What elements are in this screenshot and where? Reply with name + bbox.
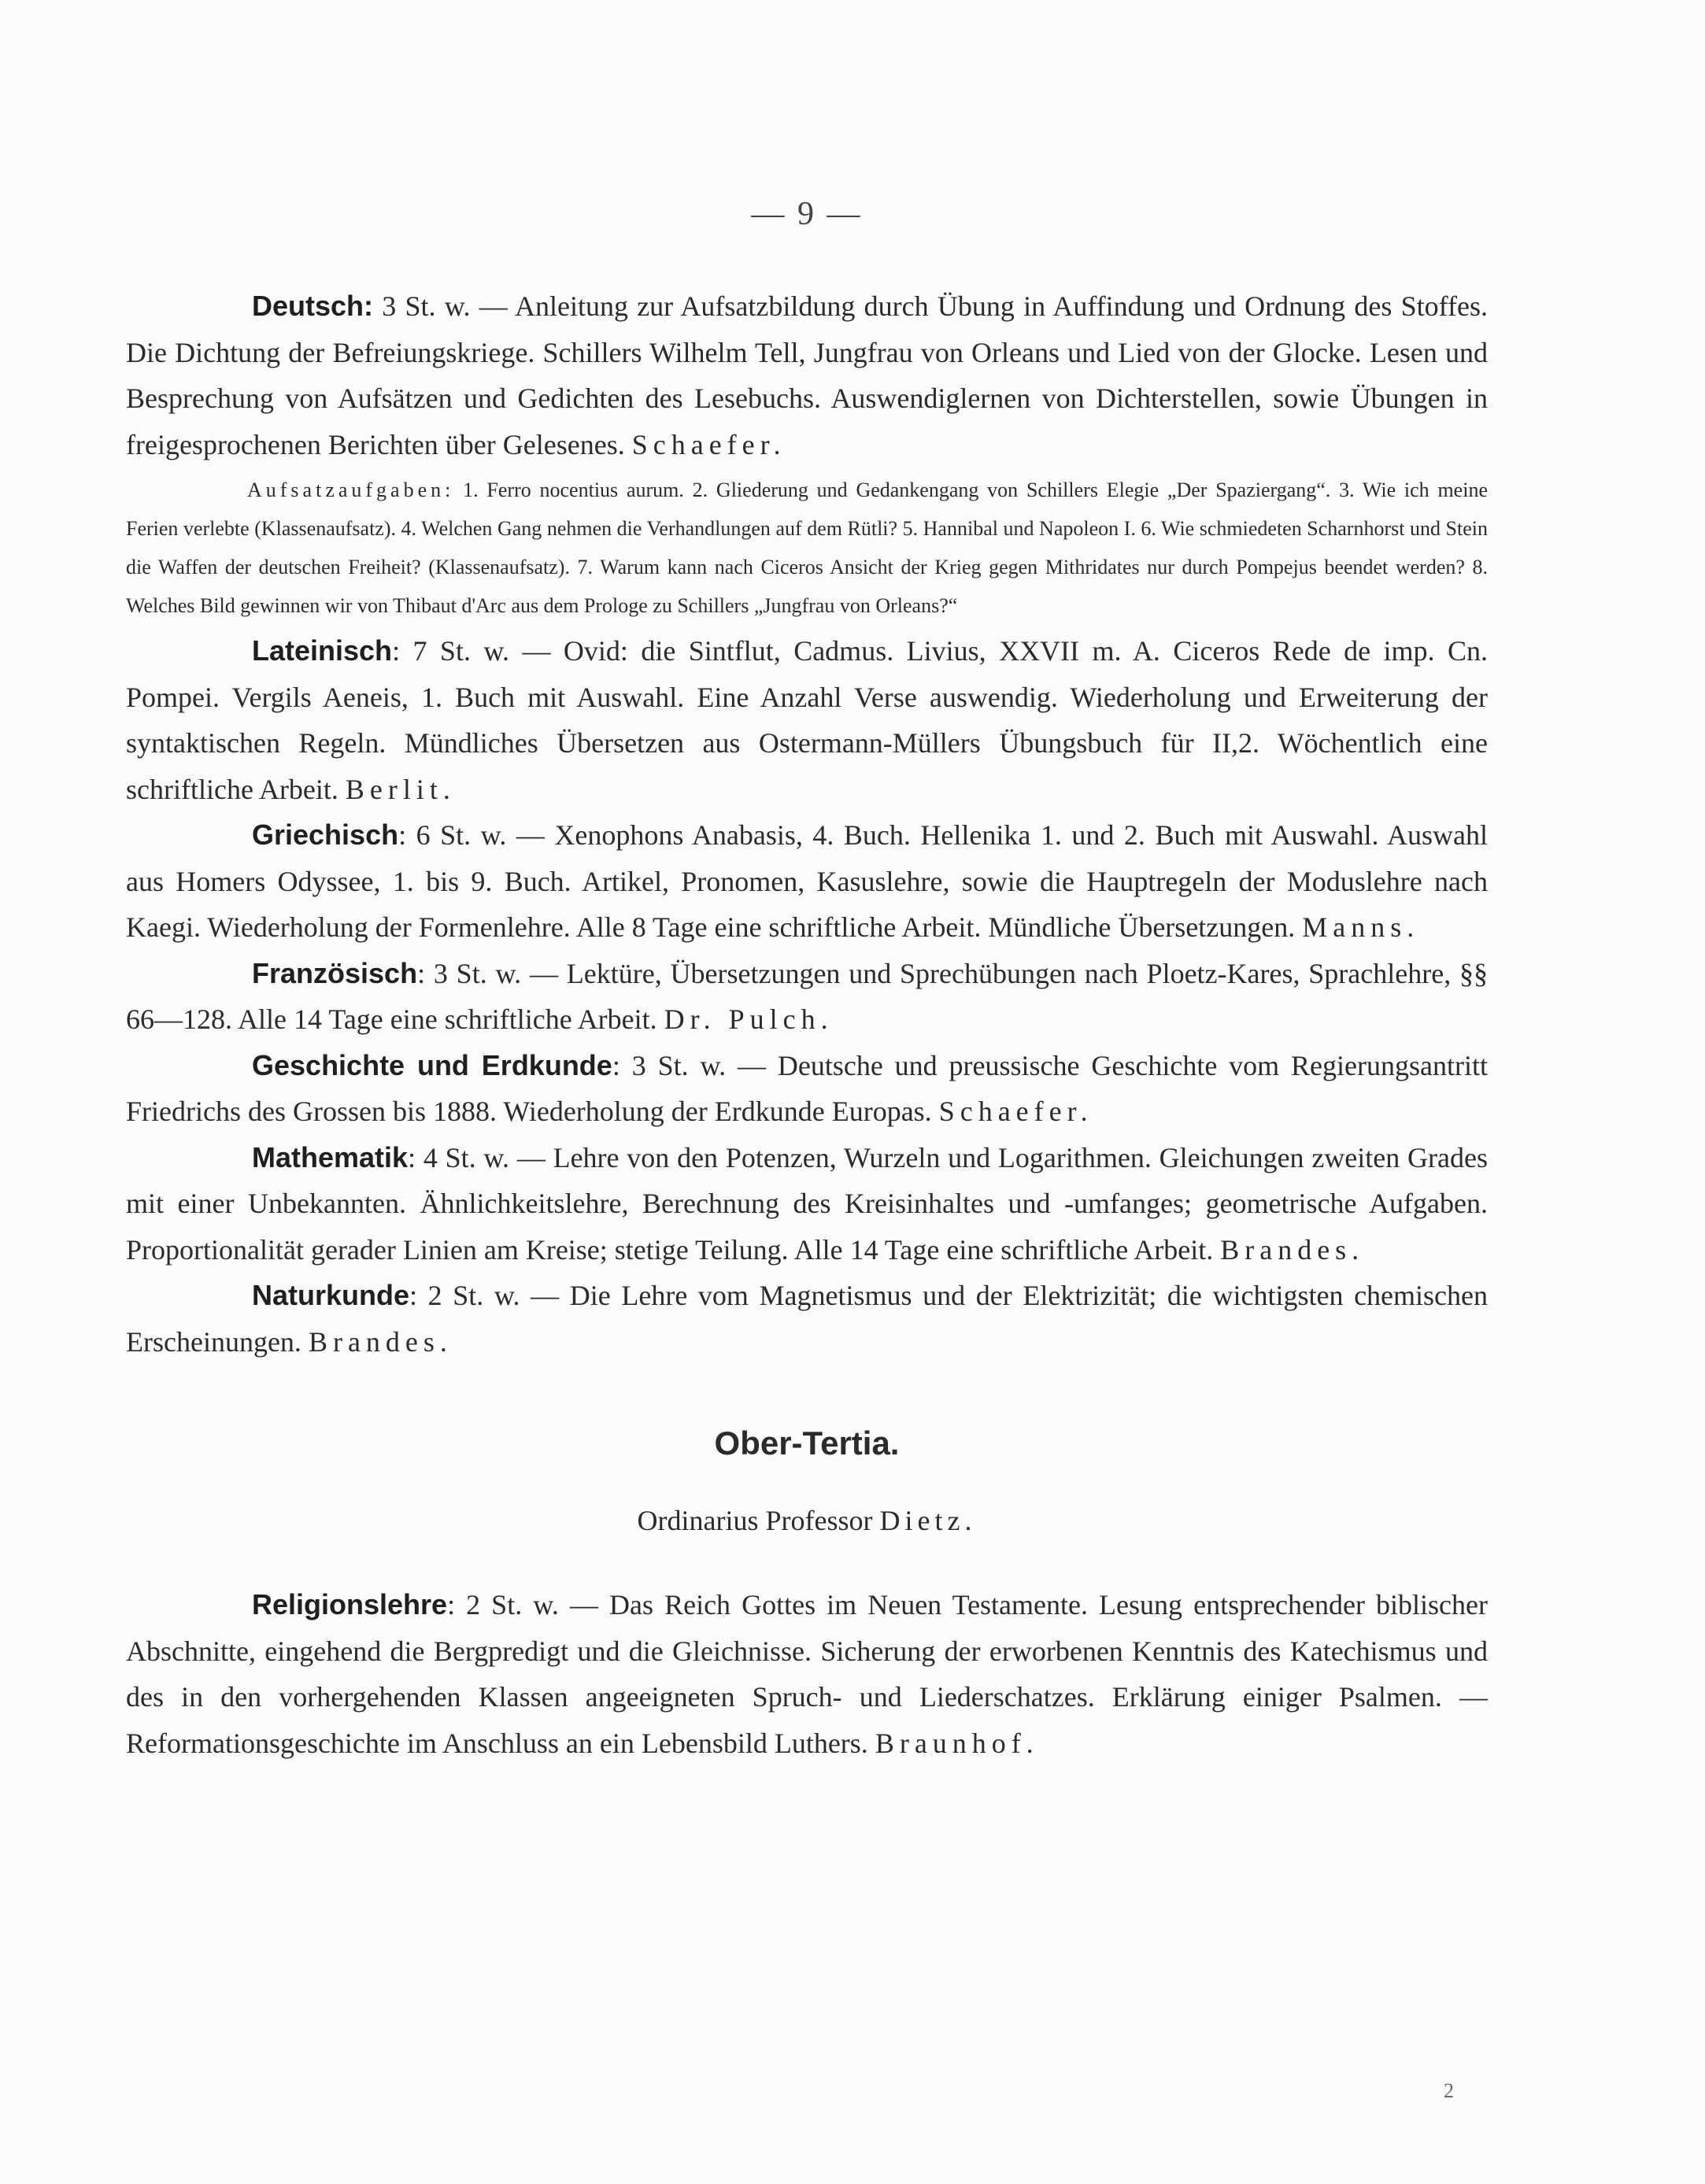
section-text: : 6 St. w. — Xenophons Anabasis, 4. Buch. Hellenika 1. und 2. Buch mit Auswahl. Auswahl aus Homers Odyssee, 1. bis 9. Buch. Artikel, Pronomen, Kasuslehre, sowie die Hauptregeln der Moduslehre nach Kaegi. Wiederholung der Formenlehre. Alle 8 Tage eine schriftliche Arbeit. Mündliche Übersetzungen.	[126, 819, 1488, 943]
section-lateinisch	[126, 628, 1488, 812]
section-religionslehre	[126, 1582, 1488, 1766]
section-text: : 2 St. w. — Das Reich Gottes im Neuen Testamente. Lesung entsprechender biblischer Abschnitte, eingehend die Bergpredigt und die Gleichnisse. Sicherung der erworbenen Kenntnis des Katechismus und des in den vorhergehenden Klassen angeeigneten Spruch- und Liederschatzes. Erklärung einiger Psalmen. — Reformationsgeschichte im Anschluss an ein Lebensbild Luthers.	[126, 1589, 1488, 1759]
subject-title: Mathematik	[252, 1140, 409, 1173]
sheet-signature-mark: 2	[1444, 2079, 1454, 2102]
ordinarius-prefix: Ordinarius Professor	[637, 1505, 880, 1536]
teacher-name: Dr. Pulch.	[664, 1003, 834, 1035]
essay-topics	[126, 471, 1488, 625]
class-heading: Ober-Tertia.	[714, 1425, 900, 1462]
subject-title: Deutsch:	[252, 290, 374, 322]
section-text: : 3 St. w. — Deutsche und preussische Geschichte vom Regierungsantritt Friedrichs des Grossen bis 1888. Wiederholung der Erdkunde Europas.	[126, 1049, 1488, 1127]
section-text: : 3 St. w. — Lektüre, Übersetzungen und Sprechübungen nach Ploetz-Kares, Sprachlehre, §§ 66—128. Alle 14 Tage eine schriftliche Arbeit.	[126, 957, 1488, 1035]
teacher-name: Berlit.	[345, 773, 456, 805]
section-mathematik	[126, 1135, 1488, 1273]
subject-title: Französisch	[252, 956, 418, 989]
teacher-name: Brandes.	[308, 1325, 453, 1358]
subject-title: Religionslehre	[252, 1588, 448, 1620]
ordinarius-name: Dietz.	[879, 1505, 977, 1536]
page-number: — 9 —	[751, 196, 863, 232]
section-geschichte	[126, 1043, 1488, 1135]
subject-title: Griechisch	[252, 819, 399, 851]
section-franzoesisch	[126, 951, 1488, 1043]
document-page	[126, 0, 1488, 2184]
ordinarius-line	[126, 1497, 1488, 1544]
essay-topics-label: Aufsatzaufgaben:	[247, 479, 455, 501]
teacher-name: Schaefer.	[938, 1096, 1093, 1127]
page-body	[126, 283, 1488, 1766]
subject-title: Lateinisch	[252, 634, 393, 667]
subject-title: Naturkunde	[252, 1279, 410, 1311]
subject-title: Geschichte und Erdkunde	[252, 1048, 612, 1081]
section-text: 3 St. w. — Anleitung zur Aufsatzbildung durch Übung in Auffindung und Ordnung des Stoffes. Die Dichtung der Befreiungskriege. Schillers Wilhelm Tell, Jungfrau von Orleans und Lied von der Glocke. Lesen und Besprechung von Aufsätzen und Gedichten des Lesebuchs. Auswendiglernen von Dichterstellen, sowie Übungen in freigesprochenen Berichten über Gelesenes.	[126, 290, 1488, 460]
section-text: : 7 St. w. — Ovid: die Sintflut, Cadmus. Livius, XXVII m. A. Ciceros Rede de imp. Cn. Pompei. Vergils Aeneis, 1. Buch mit Auswahl. Eine Anzahl Verse auswendig. Wiederholung und Erweiterung der syntaktischen Regeln. Mündliches Übersetzen aus Ostermann-Müllers Übungsbuch für II,2. Wöchentlich eine schriftliche Arbeit.	[126, 635, 1488, 805]
section-text: : 4 St. w. — Lehre von den Potenzen, Wurzeln und Logarithmen. Gleichungen zweiten Grades mit einer Unbekannten. Ähnlichkeitslehre, Berechnung des Kreisinhaltes und -umfanges; geometrische Aufgaben. Proportionalität gerader Linien am Kreise; stetige Teilung. Alle 14 Tage eine schriftliche Arbeit.	[126, 1141, 1488, 1266]
section-naturkunde	[126, 1273, 1488, 1365]
section-deutsch	[126, 283, 1488, 467]
section-text: : 2 St. w. — Die Lehre vom Magnetismus und der Elektrizität; die wichtigsten chemischen Erscheinungen.	[126, 1280, 1488, 1358]
teacher-name: Brandes.	[1220, 1233, 1365, 1266]
teacher-name: Schaefer.	[631, 428, 786, 460]
teacher-name: Manns.	[1302, 911, 1420, 943]
section-griechisch	[126, 812, 1488, 951]
teacher-name: Braunhof.	[875, 1727, 1039, 1759]
essay-topics-text: 1. Ferro nocentius aurum. 2. Gliederung und Gedankengang von Schillers Elegie „Der Spaziergang“. 3. Wie ich meine Ferien verlebte (Klassenaufsatz). 4. Welchen Gang nehmen die Verhandlungen auf dem Rütli? 5. Hannibal und Napoleon I. 6. Wie schmiedeten Scharnhorst und Stein die Waffen der deutschen Freiheit? (Klassenaufsatz). 7. Warum kann nach Ciceros Ansicht der Krieg gegen Mithridates nur durch Pompejus beendet werden? 8. Welches Bild gewinnen wir von Thibaut d'Arc aus dem Prologe zu Schillers „Jungfrau von Orleans?“	[126, 479, 1488, 617]
